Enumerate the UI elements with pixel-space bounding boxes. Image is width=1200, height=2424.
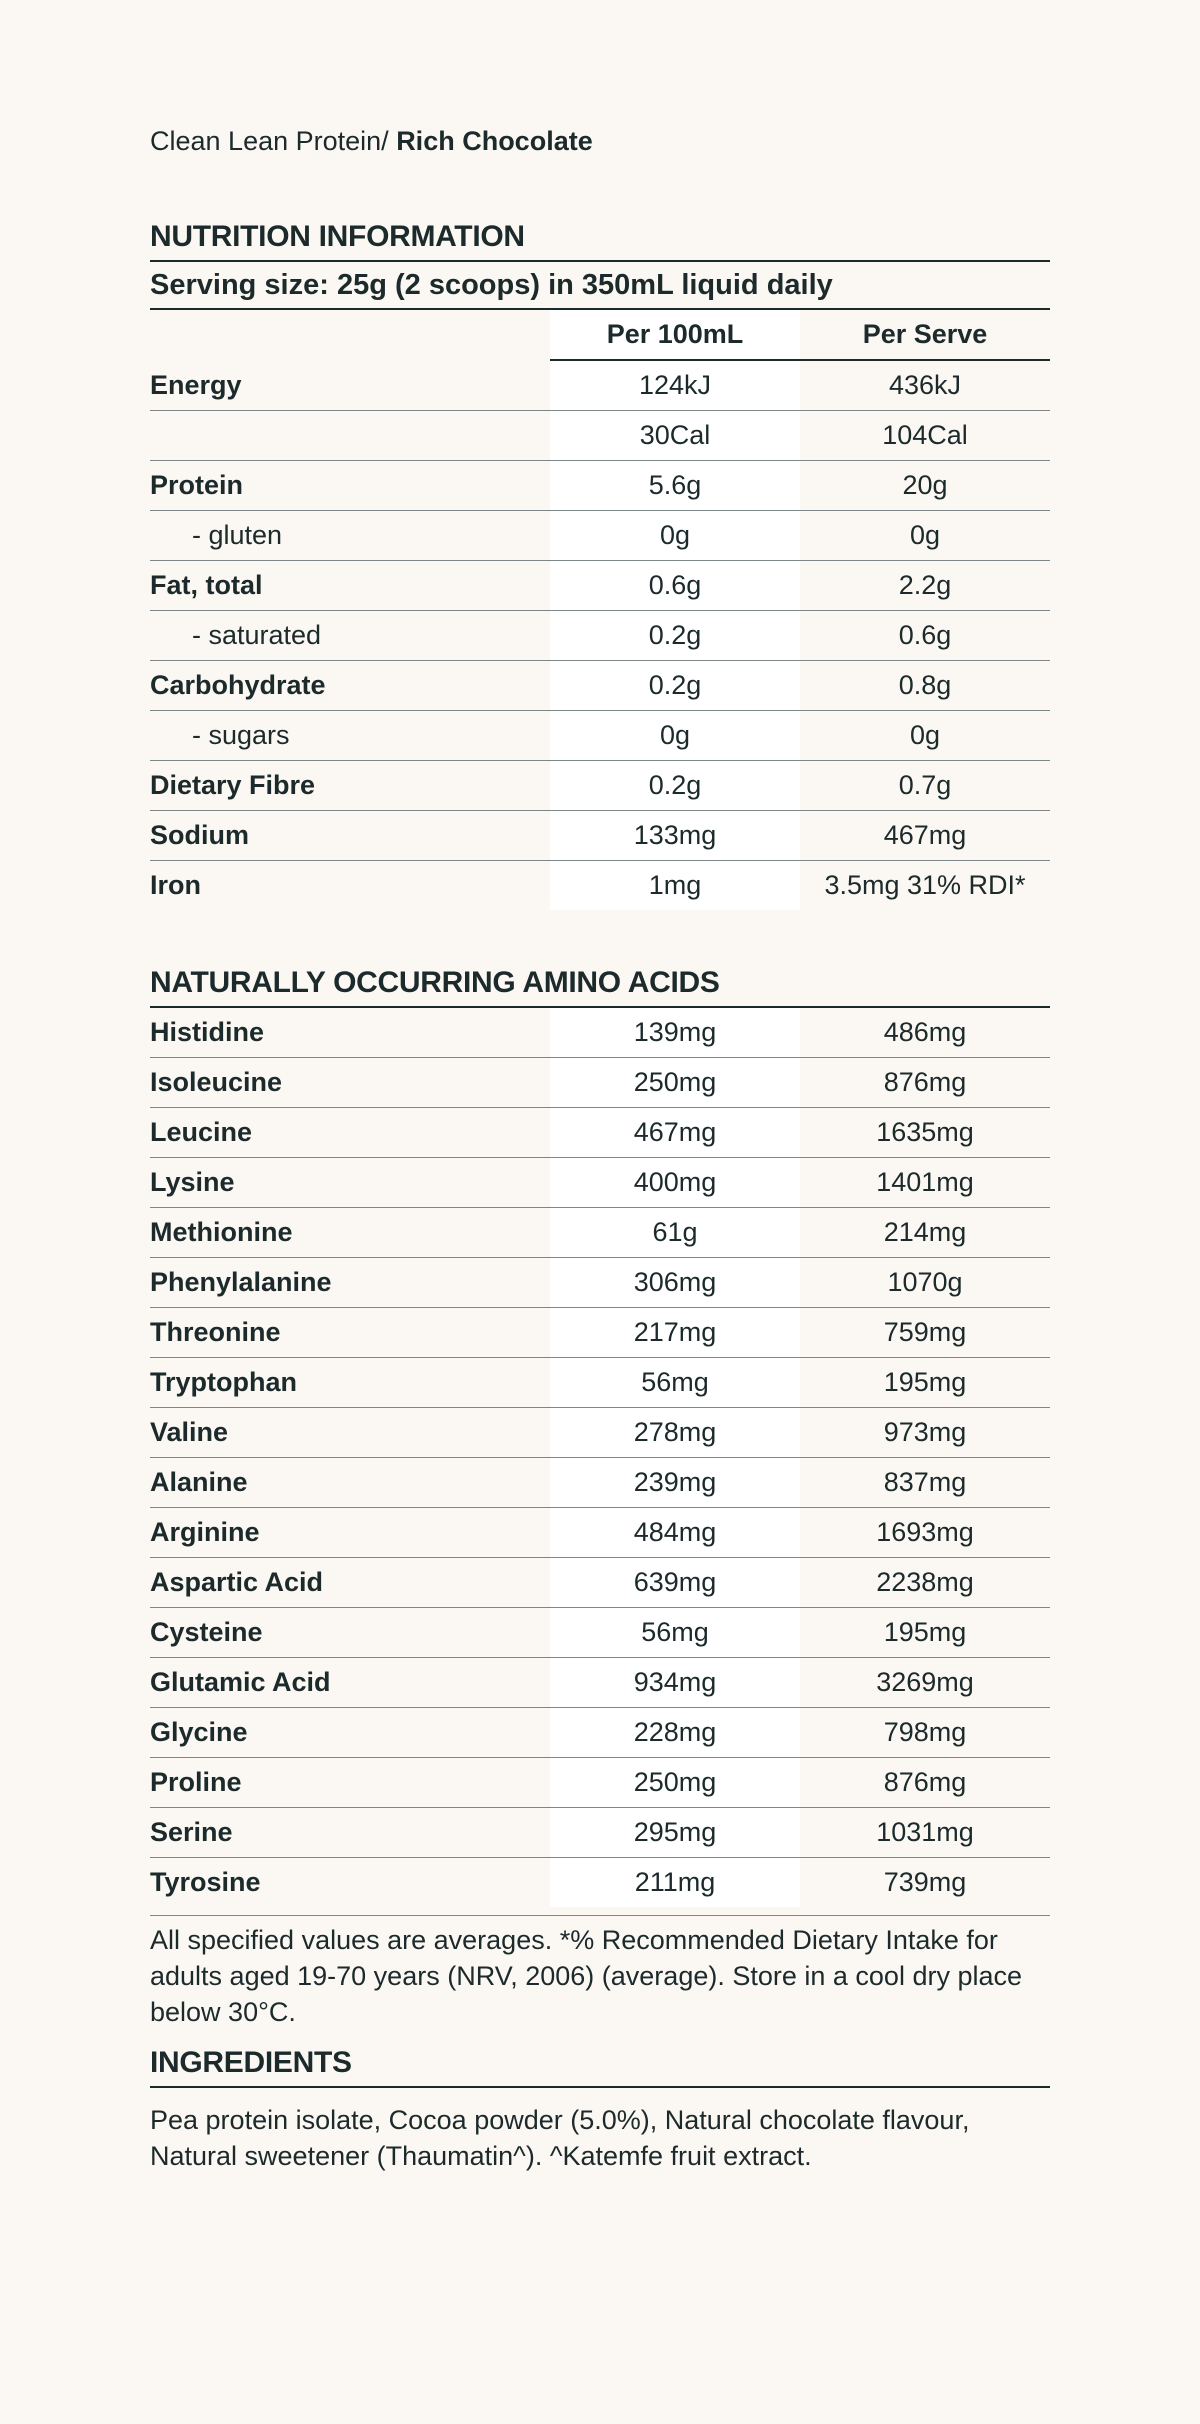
table-row <box>150 1458 1050 1508</box>
table-row <box>150 1208 1050 1258</box>
row-value-per-serve: 0.8g <box>800 661 1050 711</box>
row-value-per-serve: 759mg <box>800 1308 1050 1358</box>
row-value-per-100ml: 1mg <box>550 861 800 911</box>
nutrition-header-row <box>150 310 1050 360</box>
nutrition-table <box>150 310 1050 910</box>
row-value-per-serve: 1401mg <box>800 1158 1050 1208</box>
row-label: Proline <box>150 1758 550 1808</box>
table-row <box>150 1608 1050 1658</box>
row-value-per-100ml: 124kJ <box>550 360 800 411</box>
row-label: Methionine <box>150 1208 550 1258</box>
row-value-per-100ml: 467mg <box>550 1108 800 1158</box>
row-value-per-100ml: 0.6g <box>550 561 800 611</box>
row-value-per-serve: 1070g <box>800 1258 1050 1308</box>
table-row <box>150 1558 1050 1608</box>
nutrition-title: NUTRITION INFORMATION <box>150 218 1050 262</box>
table-row <box>150 611 1050 661</box>
row-label: Threonine <box>150 1308 550 1358</box>
row-value-per-100ml: 250mg <box>550 1058 800 1108</box>
row-value-per-100ml: 0.2g <box>550 661 800 711</box>
table-row <box>150 1308 1050 1358</box>
table-row <box>150 561 1050 611</box>
header-per-serve: Per Serve <box>800 310 1050 360</box>
row-value-per-serve: 0g <box>800 511 1050 561</box>
row-value-per-100ml: 484mg <box>550 1508 800 1558</box>
row-label: Iron <box>150 870 201 900</box>
amino-table <box>150 1008 1050 1907</box>
table-row <box>150 1858 1050 1908</box>
nutrition-rows <box>150 360 1050 910</box>
row-value-per-100ml: 239mg <box>550 1458 800 1508</box>
table-row <box>150 1108 1050 1158</box>
row-value-per-serve: 2.2g <box>800 561 1050 611</box>
table-row <box>150 411 1050 461</box>
row-value-per-serve: 3269mg <box>800 1658 1050 1708</box>
table-row <box>150 1258 1050 1308</box>
row-value-per-100ml: 133mg <box>550 811 800 861</box>
row-label <box>150 411 550 461</box>
row-label: Tryptophan <box>150 1358 550 1408</box>
row-value-per-serve: 104Cal <box>800 411 1050 461</box>
row-value-per-serve: 798mg <box>800 1708 1050 1758</box>
row-value-per-100ml: 0g <box>550 511 800 561</box>
row-value-per-100ml: 139mg <box>550 1008 800 1058</box>
table-row <box>150 1408 1050 1458</box>
row-label: Dietary Fibre <box>150 761 550 811</box>
row-value-per-serve: 876mg <box>800 1758 1050 1808</box>
row-label: - saturated <box>150 611 550 661</box>
row-value-per-100ml: 278mg <box>550 1408 800 1458</box>
row-value-per-serve: 214mg <box>800 1208 1050 1258</box>
row-value-per-serve: 1635mg <box>800 1108 1050 1158</box>
table-row <box>150 761 1050 811</box>
table-row <box>150 1758 1050 1808</box>
row-value-per-serve: 20g <box>800 461 1050 511</box>
product-name <box>150 124 1050 158</box>
row-value-per-serve: 1031mg <box>800 1808 1050 1858</box>
row-value-per-serve: 436kJ <box>800 360 1050 411</box>
row-label: - gluten <box>150 511 550 561</box>
row-value-per-100ml: 0.2g <box>550 611 800 661</box>
row-value-per-serve: 973mg <box>800 1408 1050 1458</box>
row-value-per-100ml: 306mg <box>550 1258 800 1308</box>
row-value-per-100ml: 30Cal <box>550 411 800 461</box>
row-value-per-100ml: 639mg <box>550 1558 800 1608</box>
row-label: Phenylalanine <box>150 1258 550 1308</box>
row-value-per-serve: 195mg <box>800 1608 1050 1658</box>
table-row <box>150 360 1050 411</box>
row-value-per-serve: 2238mg <box>800 1558 1050 1608</box>
product-line-label: Clean Lean Protein/ <box>150 126 389 156</box>
row-value-per-100ml: 295mg <box>550 1808 800 1858</box>
row-value-per-100ml: 217mg <box>550 1308 800 1358</box>
nutrition-panel <box>0 124 1050 2174</box>
row-value-per-serve: 467mg <box>800 811 1050 861</box>
row-value-per-serve: 876mg <box>800 1058 1050 1108</box>
footnote: All specified values are averages. *% Recommended Dietary Intake for adults aged 19-70 years (NRV, 2006) (average). Store in a cool dry place below 30°C. <box>150 1915 1050 2030</box>
row-value-per-100ml: 56mg <box>550 1608 800 1658</box>
row-label: Arginine <box>150 1508 550 1558</box>
row-label: Fat, total <box>150 561 550 611</box>
table-row <box>150 811 1050 861</box>
table-row <box>150 1058 1050 1108</box>
row-label: Energy <box>150 360 550 411</box>
row-value-per-serve: 837mg <box>800 1458 1050 1508</box>
row-value-per-serve: 195mg <box>800 1358 1050 1408</box>
row-label: Cysteine <box>150 1608 550 1658</box>
row-label: Valine <box>150 1408 550 1458</box>
row-value-per-100ml: 0.2g <box>550 761 800 811</box>
row-value-per-100ml: 400mg <box>550 1158 800 1208</box>
row-value-per-serve: 486mg <box>800 1008 1050 1058</box>
header-blank <box>150 310 550 360</box>
row-label: Leucine <box>150 1108 550 1158</box>
table-row <box>150 511 1050 561</box>
row-label: Histidine <box>150 1008 550 1058</box>
row-label: Serine <box>150 1808 550 1858</box>
row-label: - sugars <box>150 711 550 761</box>
table-row <box>150 1808 1050 1858</box>
row-label: Tyrosine <box>150 1867 261 1897</box>
ingredients-title: INGREDIENTS <box>150 2044 1050 2088</box>
row-value-per-serve: 1693mg <box>800 1508 1050 1558</box>
table-row <box>150 1658 1050 1708</box>
row-value-per-serve: 0.6g <box>800 611 1050 661</box>
row-value-per-serve: 3.5mg 31% RDI* <box>824 870 1026 900</box>
row-value-per-100ml: 228mg <box>550 1708 800 1758</box>
row-label: Glycine <box>150 1708 550 1758</box>
row-label: Aspartic Acid <box>150 1558 550 1608</box>
row-value-per-100ml: 934mg <box>550 1658 800 1708</box>
table-row <box>150 1508 1050 1558</box>
table-row <box>150 1158 1050 1208</box>
row-value-per-100ml: 211mg <box>550 1858 800 1908</box>
row-label: Isoleucine <box>150 1058 550 1108</box>
table-row <box>150 661 1050 711</box>
serving-size: Serving size: 25g (2 scoops) in 350mL liquid daily <box>150 262 1050 310</box>
row-label: Sodium <box>150 811 550 861</box>
row-value-per-100ml: 0g <box>550 711 800 761</box>
row-value-per-serve: 0.7g <box>800 761 1050 811</box>
row-label: Carbohydrate <box>150 661 550 711</box>
row-value-per-100ml: 61g <box>550 1208 800 1258</box>
ingredients-text: Pea protein isolate, Cocoa powder (5.0%), Natural chocolate flavour, Natural sweetener (Thaumatin^). ^Katemfe fruit extract. <box>150 2105 970 2171</box>
product-flavour: Rich Chocolate <box>396 126 593 156</box>
row-value-per-100ml: 56mg <box>550 1358 800 1408</box>
row-value-per-100ml: 5.6g <box>550 461 800 511</box>
row-label: Glutamic Acid <box>150 1658 550 1708</box>
row-value-per-100ml: 250mg <box>550 1758 800 1808</box>
row-value-per-serve: 739mg <box>883 1867 967 1897</box>
table-row <box>150 861 1050 911</box>
row-value-per-serve: 0g <box>800 711 1050 761</box>
row-label: Lysine <box>150 1158 550 1208</box>
table-row <box>150 1708 1050 1758</box>
table-row <box>150 1358 1050 1408</box>
row-label: Protein <box>150 461 550 511</box>
amino-title: NATURALLY OCCURRING AMINO ACIDS <box>150 964 1050 1008</box>
row-label: Alanine <box>150 1458 550 1508</box>
table-row <box>150 711 1050 761</box>
table-row <box>150 461 1050 511</box>
table-row <box>150 1008 1050 1058</box>
amino-rows <box>150 1008 1050 1907</box>
header-per-100ml: Per 100mL <box>550 310 800 360</box>
